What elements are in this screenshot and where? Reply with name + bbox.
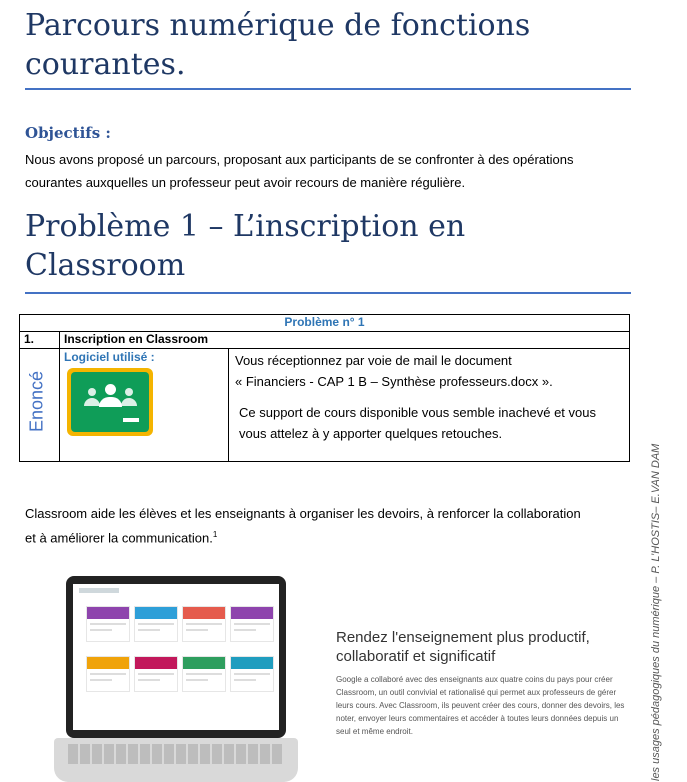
description-line: Vous réceptionnez par voie de mail le document [235,353,512,368]
enonce-cell [20,349,60,462]
course-card [230,606,274,642]
objectives-label: Objectifs : [25,124,111,142]
title-underline [25,88,631,90]
enonce-label: Enoncé [26,370,47,433]
software-cell [60,349,229,462]
promo-title: Rendez l'enseignement plus productif, collaboratif et significatif [336,629,590,665]
side-note: les usages pédagogiques du numérique – P. L’HOSTIS– E.VAN DAM [650,443,662,781]
footnote-mark[interactable]: 1 [212,530,218,539]
problem-description [229,349,630,462]
section-title: Problème 1 – L’inscription en Classroom [25,209,466,283]
laptop-screen [73,584,279,730]
promo-text: Google a collaboré avec des enseignants aux quatre coins du pays pour créer Classroom, un outil convivial et rationalisé qui permet aux professeurs de gérer leurs cours. Avec Classroom, ils peuvent créer des cours, donner des devoirs, les noter, envoyer leurs commentaires et accéder à toutes leurs données depuis un seul et même endroit. [336,675,625,736]
page-title: Parcours numérique de fonctions courantes. [25,8,531,82]
problem-name: Inscription en Classroom [60,332,630,349]
objectives-text: Nous avons proposé un parcours, proposant aux participants de se confronter à des opérations courantes auxquelles un professeur peut avoir recours de manière régulière. [25,152,574,190]
lead-text: Classroom aide les élèves et les enseignants à organiser les devoirs, à renforcer la collaboration et à améliorer la communication. [25,506,581,546]
problem-table [19,314,630,462]
software-label: Logiciel utilisé : [64,350,155,364]
description-document-name: « Financiers - CAP 1 B – Synthèse professeurs.docx ». [235,374,553,389]
problem-number: 1. [20,332,60,349]
course-card [134,606,178,642]
section-underline [25,292,631,294]
lead-paragraph [25,503,585,548]
course-card [86,656,130,692]
course-card [134,656,178,692]
course-card [182,656,226,692]
problem-header: Problème n° 1 [20,315,630,332]
google-classroom-icon [67,368,153,436]
description-text: Ce support de cours disponible vous semble inachevé et vous vous attelez à y apporter quelques retouches. [239,405,596,441]
course-card [182,606,226,642]
course-card [230,656,274,692]
course-card [86,606,130,642]
